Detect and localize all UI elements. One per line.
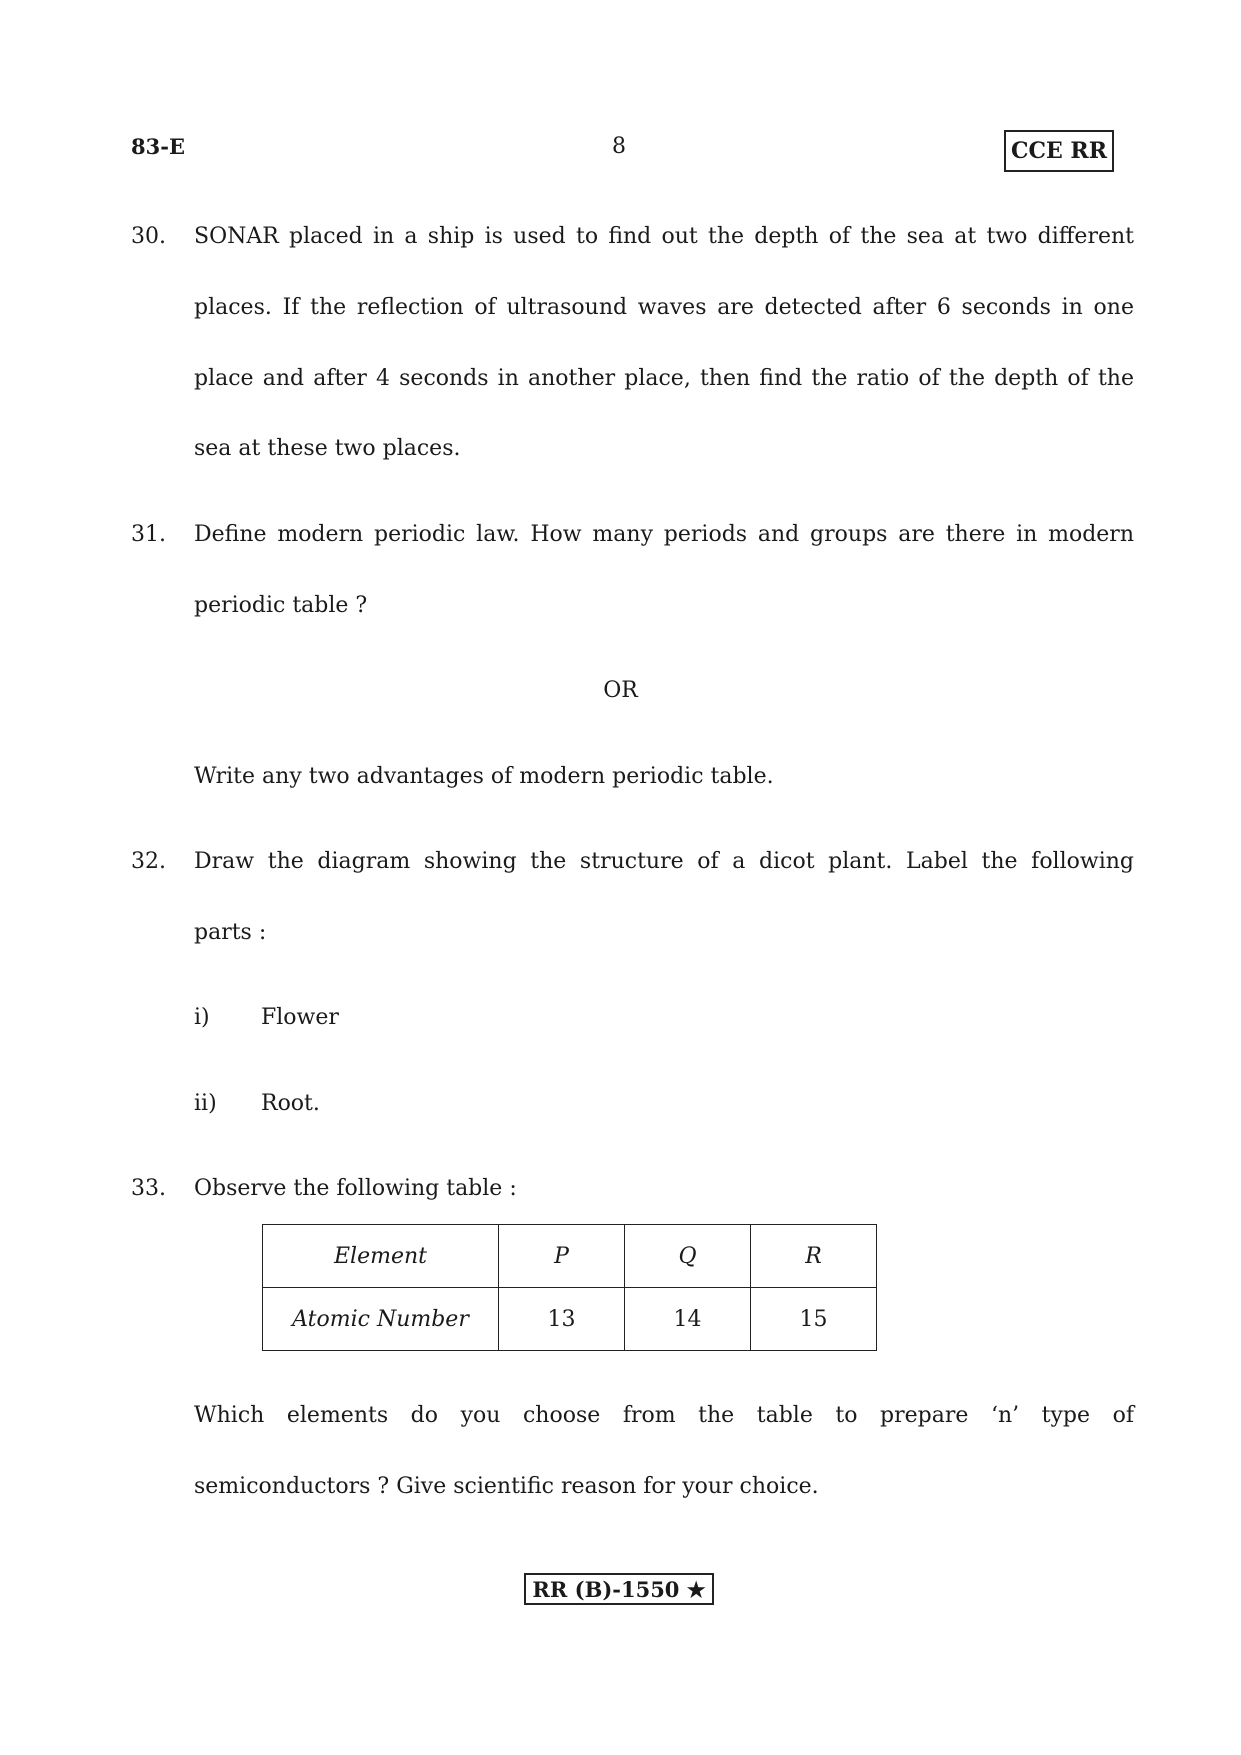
table-header-cell: Element [263, 1225, 499, 1288]
question-31-number: 31. [131, 522, 166, 547]
or-separator: OR [603, 678, 638, 703]
paper-code: 83-E [131, 134, 185, 159]
question-33-line-1: Which elements do you choose from the table to prepare ‘n’ type of [194, 1403, 1134, 1428]
question-32-number: 32. [131, 849, 166, 874]
list-item-root: Root. [261, 1091, 320, 1116]
table-header-cell: R [751, 1225, 877, 1288]
footer-code-badge: RR (B)-1550 ★ [524, 1573, 714, 1605]
question-30-line-4: sea at these two places. [194, 436, 461, 461]
question-31-line-2: periodic table ? [194, 593, 368, 618]
table-cell: 15 [751, 1288, 877, 1351]
question-30-line-1: SONAR placed in a ship is used to find out the depth of the sea at two different [194, 224, 1134, 249]
table-header-cell: Q [625, 1225, 751, 1288]
table-row [263, 1225, 877, 1288]
table-cell: Atomic Number [263, 1288, 499, 1351]
question-32-line-1: Draw the diagram showing the structure of a dicot plant. Label the following [194, 849, 1134, 874]
table-header-cell: P [499, 1225, 625, 1288]
question-33-line-2: semiconductors ? Give scientific reason for your choice. [194, 1474, 819, 1499]
question-33-number: 33. [131, 1176, 166, 1201]
table-cell: 13 [499, 1288, 625, 1351]
question-31-line-1: Define modern periodic law. How many periods and groups are there in modern [194, 522, 1134, 547]
question-30-line-2: places. If the reflection of ultrasound waves are detected after 6 seconds in one [194, 295, 1134, 320]
list-marker: ii) [194, 1091, 217, 1116]
table-cell: 14 [625, 1288, 751, 1351]
series-badge: CCE RR [1004, 130, 1114, 172]
question-31-alternative: Write any two advantages of modern periodic table. [194, 764, 774, 789]
question-30-line-3: place and after 4 seconds in another place, then find the ratio of the depth of the [194, 366, 1134, 391]
list-marker: i) [194, 1005, 210, 1030]
question-32-line-2: parts : [194, 920, 267, 945]
table-row [263, 1288, 877, 1351]
element-table [262, 1224, 877, 1351]
question-33-intro: Observe the following table : [194, 1176, 517, 1201]
page-number: 8 [612, 134, 626, 159]
question-30-number: 30. [131, 224, 166, 249]
list-item-flower: Flower [261, 1005, 339, 1030]
